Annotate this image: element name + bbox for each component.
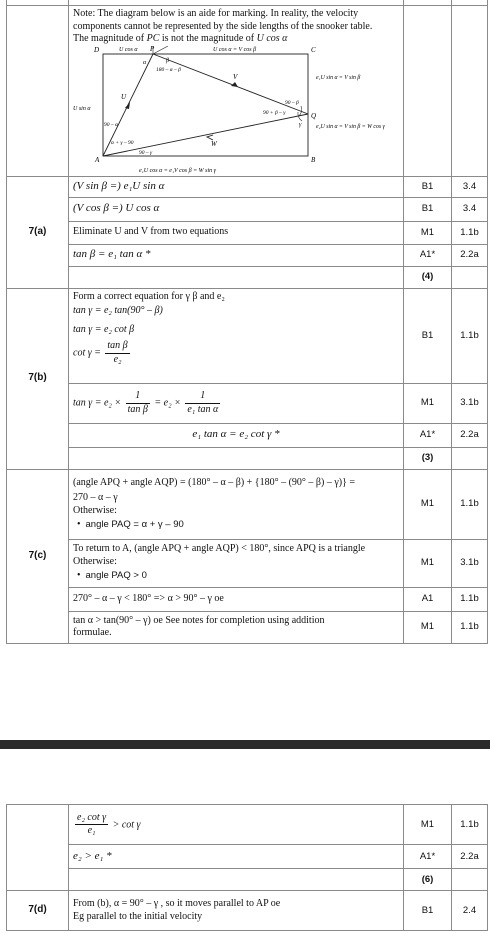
q7c-row-1 [7,469,488,539]
q7a-total: (4) [404,266,452,288]
q7a-row-1 [7,176,488,197]
cont-total-row [7,869,488,891]
note-line-3: The magnitude of PC is not the magnitude of U cos α [73,33,288,44]
diagram-row [7,6,488,177]
q7a-total-row [7,266,488,288]
q7c-mark-2: M1 [404,539,452,587]
q7b-line-1: tan γ = e₂ tan(90° – β) [73,305,163,316]
q7c-cell-2 [69,539,404,587]
label-angle-a2: α + γ – 90 [111,139,134,146]
q7a-text-4: tan β = e₁ tan α * [69,244,404,266]
cont-cell-1: $\frac{\text{e₂ cot γ}}{\text{e₁}}$ > cot γ [69,805,404,845]
q7b-row-2 [7,383,488,423]
q7a-label: 7(a) [7,176,69,288]
q7a-mark-3: M1 [404,221,452,244]
q7b-mark-3: A1* [404,423,452,447]
q7b-line-5: e₁ tan α = e₂ cot γ * [69,423,404,447]
q7c-mark-1: M1 [404,469,452,539]
q7d-cell [69,891,404,931]
cont-mark-2: A1* [404,845,452,869]
snooker-diagram [73,46,395,176]
cont-total: (6) [404,869,452,891]
q7c-r4b: formulae. [73,627,112,638]
q7c-mark-4: M1 [404,611,452,643]
q7b-mark-2: M1 [404,383,452,423]
q7c-r2b: Otherwise: [73,555,117,567]
q7b-row-3 [7,423,488,447]
label-C: C [311,45,316,54]
label-usina: U sin α [73,105,91,112]
q7c-r3: 270° – α – γ < 180° => α > 90° – γ oe [69,587,404,611]
q7b-total: (3) [404,447,452,469]
q7b-ao-2: 3.1b [452,383,488,423]
note-line-2: components cannot be represented by the side lengths of the snooker table. [73,20,373,32]
q7c-r1c: Otherwise: [73,504,117,516]
q7c-r4a: tan α > tan(90° – γ) oe See notes for completion using addition [73,614,325,626]
markscheme-table-bottom [6,804,488,931]
q7c-r2a: To return to A, (angle APQ + angle AQP) < 180°, since APQ is a triangle [73,543,366,555]
label-Q: Q [311,111,317,120]
q7d-ao: 2.4 [452,891,488,931]
q7b-ao-3: 2.2a [452,423,488,447]
q7a-row-2 [7,197,488,221]
label-A: A [95,155,100,164]
cont-ao-2: 2.2a [452,845,488,869]
label-right-top: e₁U sin α = V sin β [316,74,361,81]
page-break-bar [0,740,490,749]
q7b-line-2: tan γ = e₂ cot β [73,323,135,335]
q7b-cell-2: tan γ = e₂ × $\frac{1}{\text{tan β}}$ = e₂ × $\frac{1}{\text{e₁ tan α}}$ [69,383,404,423]
q7a-text-2: (V cos β =) U cos α [69,197,404,221]
q7c-row-3 [7,587,488,611]
label-U: U [121,92,127,101]
q7b-intro: Form a correct equation for γ β and e₂ [73,290,225,302]
q7b-ao-1: 1.1b [452,288,488,383]
q7c-row-4 [7,611,488,643]
q7c-r2c: • angle PAQ > 0 [77,570,147,582]
label-P: P [150,45,155,53]
q7b-line-3: cot γ = $\frac{\text{tan β}}{\text{e₂}}$ [73,340,128,365]
q7c-cell-1 [69,469,404,539]
label-angle-a3: 90 – γ [139,149,153,156]
label-ucosa-vcosb-top: U cos α = V cos β [213,46,257,53]
q7d-row [7,891,488,931]
cont-mark-1: M1 [404,805,452,845]
label-gamma: γ [299,121,302,128]
q7a-mark-1: B1 [404,176,452,197]
diagram-cell [69,6,404,177]
label-angle-p: 180 – α – β [156,66,181,73]
q7c-r1d: • angle PAQ = α + γ – 90 [77,519,184,530]
label-beta: β [166,57,169,64]
cont-r2: e₂ > e₁ * [69,845,404,869]
q7c-ao-4: 1.1b [452,611,488,643]
q7a-mark-4: A1* [404,244,452,266]
label-bottom: e₁U cos α = e₁V cos β = W sin γ [139,167,216,174]
label-ucosa-top: U cos α [119,46,138,53]
markscheme-table-top [6,0,488,644]
arrow-u-icon [125,102,130,109]
label-D: D [94,45,100,54]
q7c-cell-4 [69,611,404,643]
q7b-total-row [7,447,488,469]
q7a-mark-2: B1 [404,197,452,221]
q7a-ao-3: 1.1b [452,221,488,244]
q7b-mark-1: B1 [404,288,452,383]
q7b-row-1 [7,288,488,383]
q7c-row-2 [7,539,488,587]
q7a-text-1: (V sin β =) e₁U sin α [69,176,404,197]
q7a-text-3: Eliminate U and V from two equations [69,221,404,244]
q7d-label: 7(d) [7,891,69,931]
label-angle-q1: 90 – β [285,99,299,106]
note-line-1: Note: The diagram below is an aide for marking. In reality, the velocity [73,8,359,19]
q7c-r1b: 270 – α – γ [73,492,118,503]
label-B: B [311,155,316,164]
table-rectangle [103,54,308,156]
q7d-line-1: From (b), α = 90° – γ , so it moves parallel to AP oe [73,898,281,909]
cont-row-1 [7,805,488,845]
cont-ao-1: 1.1b [452,805,488,845]
q7a-row-4 [7,244,488,266]
q7c-ao-3: 1.1b [452,587,488,611]
q7b-label: 7(b) [7,288,69,469]
q7a-ao-1: 3.4 [452,176,488,197]
path-qa [103,114,308,156]
q7b-cell-1 [69,288,404,383]
q7a-ao-4: 2.2a [452,244,488,266]
cont-row-2 [7,845,488,869]
q7c-mark-3: A1 [404,587,452,611]
q7d-mark: B1 [404,891,452,931]
q7a-row-3 [7,221,488,244]
label-W: W [211,139,217,148]
label-V: V [233,72,238,81]
q7c-ao-1: 1.1b [452,469,488,539]
label-angle-a1: 90 – α [104,121,118,128]
label-right-bottom: e₂U sin α = V sin β = W cos γ [316,123,385,130]
q7a-ao-2: 3.4 [452,197,488,221]
q7c-r1a: (angle APQ + angle AQP) = (180° – α – β) + {180° – (90° – β) – γ)} = [73,476,356,488]
label-alpha: α [143,59,147,66]
q7d-line-2: Eg parallel to the initial velocity [73,910,203,922]
label-angle-q2: 90 + β – γ [263,109,286,116]
q7c-label: 7(c) [7,469,69,643]
q7c-ao-2: 3.1b [452,539,488,587]
